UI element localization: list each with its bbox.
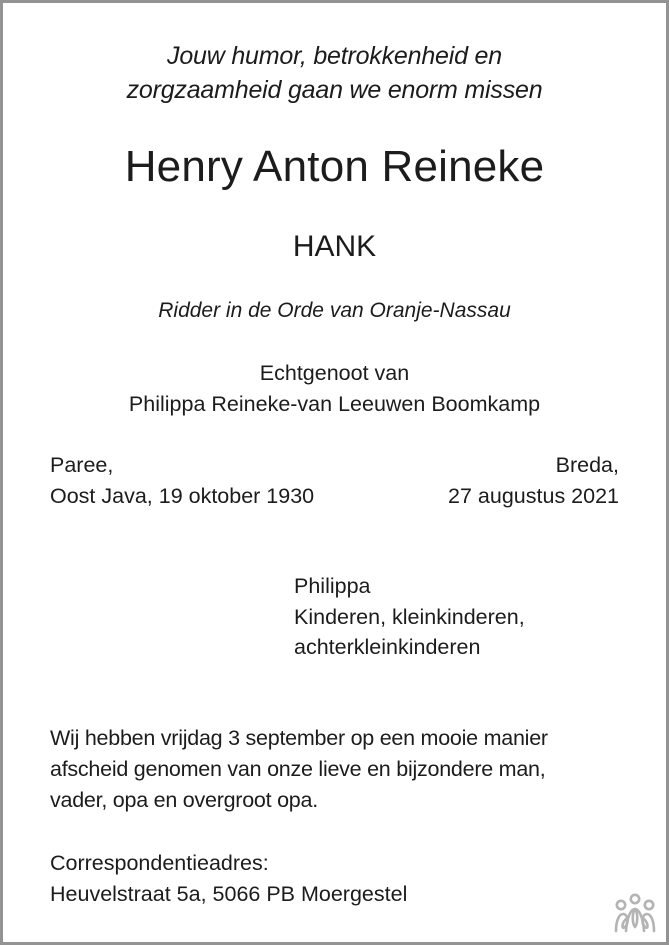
- death-date: 27 augustus 2021: [448, 484, 619, 508]
- death-info: [448, 450, 619, 512]
- death-place: Breda,: [555, 453, 619, 477]
- birth-region-date: Oost Java, 19 oktober 1930: [50, 484, 315, 508]
- motto-line-1: Jouw humor, betrokkenheid en: [167, 42, 502, 70]
- correspondence-address: Heuvelstraat 5a, 5066 PB Moergestel: [50, 882, 408, 906]
- farewell-line-1: Wij hebben vrijdag 3 september op een mooie manier: [50, 726, 548, 750]
- correspondence-label: Correspondentieadres:: [50, 851, 269, 875]
- family-people-icon: [612, 893, 658, 933]
- deceased-full-name: Henry Anton Reineke: [124, 142, 545, 191]
- motto-line-2: zorgzaamheid gaan we enorm missen: [126, 76, 543, 104]
- honor-title: Ridder in de Orde van Oranje-Nassau: [158, 299, 511, 322]
- farewell-line-3: vader, opa en overgroot opa.: [50, 788, 318, 812]
- spouse-block: [3, 358, 666, 420]
- survivor-great-grandchildren: achterkleinkinderen: [294, 635, 481, 659]
- birth-place: Paree,: [50, 453, 114, 477]
- deceased-nickname: HANK: [292, 230, 377, 263]
- birth-info: [50, 450, 314, 512]
- survivor-spouse: Philippa: [294, 574, 371, 598]
- survivor-children: Kinderen, kleinkinderen,: [294, 604, 525, 629]
- survivors-block: [294, 571, 525, 663]
- spouse-label: Echtgenoot van: [259, 361, 410, 385]
- spouse-name: Philippa Reineke-van Leeuwen Boomkamp: [128, 392, 541, 416]
- motto-quote: [3, 39, 666, 107]
- farewell-line-2: afscheid genomen van onze lieve en bijzondere man,: [50, 757, 546, 781]
- correspondence-block: [50, 848, 407, 910]
- farewell-paragraph: [50, 723, 548, 816]
